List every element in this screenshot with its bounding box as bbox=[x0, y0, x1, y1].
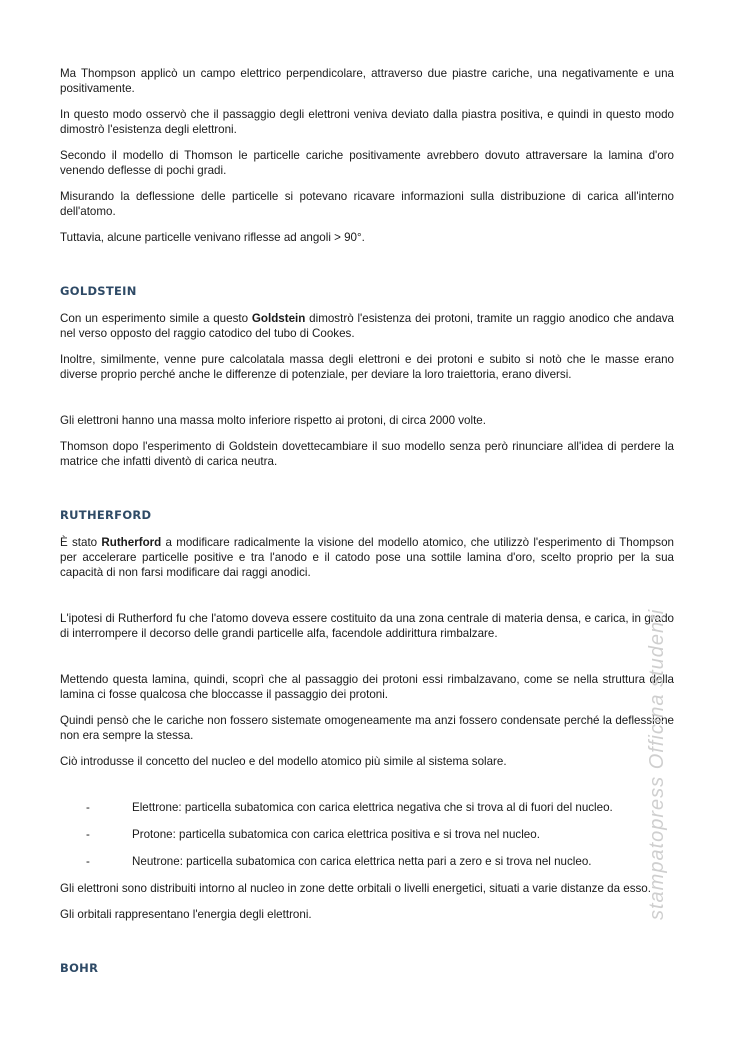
spacer bbox=[60, 256, 674, 284]
spacer bbox=[60, 780, 674, 800]
paragraph bbox=[60, 535, 674, 580]
paragraph: Gli orbitali rappresentano l'energia degli elettroni. bbox=[60, 908, 312, 921]
list-item-text: Elettrone: particella subatomica con carica elettrica negativa che si trova al di fuori del nucleo. bbox=[132, 801, 613, 814]
paragraph: Gli elettroni sono distribuiti intorno al nucleo in zone dette orbitali o livelli energetici, situati a varie distanze da esso. bbox=[60, 882, 651, 895]
spacer bbox=[60, 393, 674, 413]
paragraph: Thomson dopo l'esperimento di Goldstein dovettecambiare il suo modello senza però rinunciare all'idea di perdere la matrice che infatti diventò di carica neutra. bbox=[60, 440, 674, 468]
paragraph: Secondo il modello di Thomson le particelle cariche positivamente avrebbero dovuto attraversare la lamina d'oro venendo deflesse di pochi gradi. bbox=[60, 149, 674, 177]
particle-list bbox=[60, 800, 674, 869]
spacer bbox=[60, 652, 674, 672]
paragraph: Mettendo questa lamina, quindi, scoprì che al passaggio dei protoni essi rimbalzavano, come se nella struttura della lamina ci fosse qualcosa che bloccasse il passaggio dei protoni. bbox=[60, 673, 674, 701]
paragraph: Gli elettroni hanno una massa molto inferiore rispetto ai protoni, di circa 2000 volte. bbox=[60, 414, 486, 427]
paragraph: Tuttavia, alcune particelle venivano riflesse ad angoli > 90°. bbox=[60, 231, 365, 244]
list-item bbox=[60, 854, 674, 869]
spacer bbox=[60, 480, 674, 508]
list-item bbox=[60, 827, 674, 842]
watermark: stampatopress Officina studenti bbox=[646, 608, 668, 920]
text-run: dimostrò l'esistenza dei protoni, tramite un raggio anodico che andava nel verso opposto del raggio catodico del tubo di Cookes. bbox=[60, 312, 674, 340]
text-run: a modificare radicalmente la visione del modello atomico, che utilizzò l'esperimento di Thompson per accelerare particelle positive e tra l'anodo e il catodo pose una sottile lamina d'oro, scelto proprio per la sua capacità di non farsi modificare dai raggi anodici. bbox=[60, 536, 674, 579]
list-bullet: - bbox=[86, 828, 90, 841]
bold-term: Rutherford bbox=[101, 536, 162, 549]
list-item bbox=[60, 800, 674, 815]
paragraph: In questo modo osservò che il passaggio degli elettroni veniva deviato dalla piastra positiva, e quindi in questo modo dimostrò l'esistenza degli elettroni. bbox=[60, 108, 674, 136]
spacer bbox=[60, 933, 674, 961]
text-run: Con un esperimento simile a questo bbox=[60, 312, 252, 325]
paragraph: Quindi pensò che le cariche non fossero sistemate omogeneamente ma anzi fossero condensate perché la deflessione non era sempre la stessa. bbox=[60, 714, 674, 742]
paragraph: Misurando la deflessione delle particelle si potevano ricavare informazioni sulla distribuzione di carica all'interno dell'atomo. bbox=[60, 190, 674, 218]
spacer bbox=[60, 591, 674, 611]
paragraph: Ciò introdusse il concetto del nucleo e del modello atomico più simile al sistema solare. bbox=[60, 755, 507, 768]
paragraph: Inoltre, similmente, venne pure calcolatala massa degli elettroni e dei protoni e subito si notò che le masse erano diverse proprio perché anche le differenze di potenziale, per deviare la loro traiettoria, erano diversi. bbox=[60, 353, 674, 381]
paragraph: Ma Thompson applicò un campo elettrico perpendicolare, attraverso due piastre cariche, una negativamente e una positivamente. bbox=[60, 67, 674, 95]
section-heading-bohr: BOHR bbox=[60, 961, 99, 975]
section-heading-goldstein: GOLDSTEIN bbox=[60, 284, 137, 298]
document-page bbox=[60, 66, 674, 988]
paragraph: L'ipotesi di Rutherford fu che l'atomo doveva essere costituito da una zona centrale di materia densa, e carica, in grado di interrompere il decorso delle grandi particelle alfa, facendole addirittura rimbalzare. bbox=[60, 612, 674, 640]
bold-term: Goldstein bbox=[251, 312, 306, 325]
list-item-text: Neutrone: particella subatomica con carica elettrica netta pari a zero e si trova nel nucleo. bbox=[132, 855, 592, 868]
paragraph bbox=[60, 311, 674, 341]
section-heading-rutherford: RUTHERFORD bbox=[60, 508, 152, 522]
list-bullet: - bbox=[86, 855, 90, 868]
list-bullet: - bbox=[86, 801, 90, 814]
text-run: È stato bbox=[60, 536, 102, 549]
list-item-text: Protone: particella subatomica con carica elettrica positiva e si trova nel nucleo. bbox=[132, 828, 540, 841]
